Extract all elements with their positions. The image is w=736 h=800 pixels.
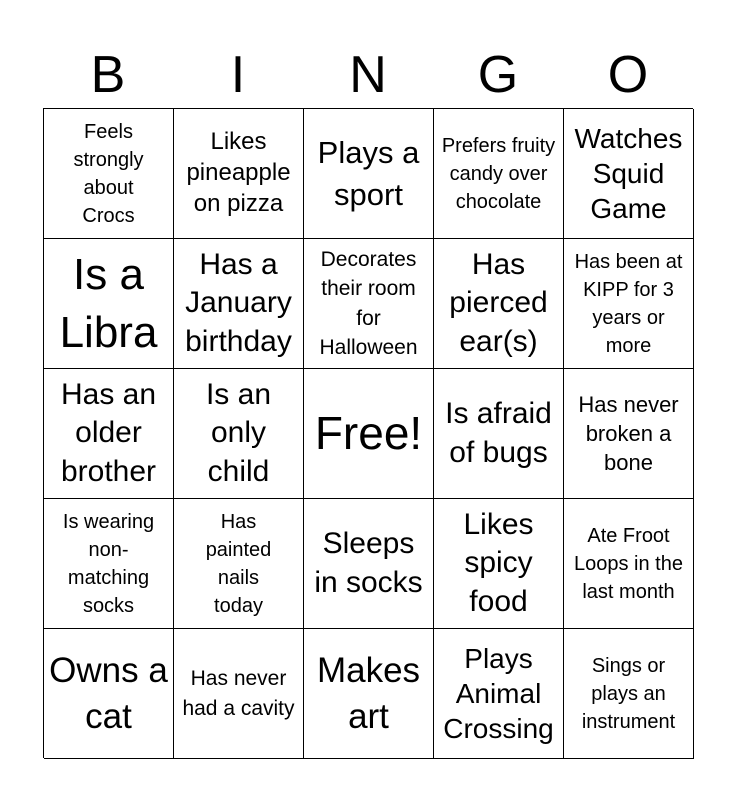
bingo-cell[interactable]: [564, 239, 694, 369]
cell-text: Plays a sport: [317, 134, 420, 212]
cell-text: Plays Animal Crossing: [443, 643, 554, 744]
cell-text: Is an only child: [205, 378, 272, 488]
bingo-cell[interactable]: [564, 109, 694, 239]
cell-text: Sleeps in socks: [314, 527, 423, 599]
bingo-cell[interactable]: [174, 629, 304, 759]
bingo-cell[interactable]: [434, 499, 564, 629]
header-letter-i: I: [230, 46, 246, 104]
bingo-cell[interactable]: [174, 239, 304, 369]
cell-text: Likes pineapple on pizza: [186, 128, 291, 217]
bingo-cell[interactable]: [564, 369, 694, 499]
bingo-cell[interactable]: [304, 369, 434, 499]
bingo-cell[interactable]: [174, 499, 304, 629]
cell-text: Has a January birthday: [185, 248, 292, 358]
cell-text: Owns a cat: [49, 650, 168, 736]
cell-text: Feels strongly about Crocs: [73, 120, 144, 227]
bingo-cell[interactable]: [174, 369, 304, 499]
free-space: Free!: [314, 407, 423, 460]
bingo-cell[interactable]: [44, 239, 174, 369]
cell-text: Has an older brother: [60, 378, 157, 488]
bingo-cell[interactable]: [44, 109, 174, 239]
cell-text: Has pierced ear(s): [449, 248, 548, 358]
cell-text: Has painted nails today: [205, 510, 272, 617]
bingo-cell[interactable]: [434, 369, 564, 499]
cell-text: Decorates their room for Halloween: [319, 247, 418, 359]
cell-text: Watches Squid Game: [574, 123, 683, 224]
bingo-cell[interactable]: [434, 239, 564, 369]
bingo-cell[interactable]: [564, 499, 694, 629]
bingo-header: [43, 44, 693, 106]
bingo-cell[interactable]: [304, 239, 434, 369]
cell-text: Sings or plays an instrument: [581, 654, 676, 733]
header-letter-n: N: [349, 46, 387, 104]
bingo-cell[interactable]: [44, 369, 174, 499]
bingo-cell[interactable]: [304, 629, 434, 759]
header-letter-g: G: [477, 46, 519, 104]
bingo-cell[interactable]: [44, 499, 174, 629]
bingo-cell[interactable]: [304, 499, 434, 629]
cell-text: Likes spicy food: [463, 508, 534, 618]
cell-text: Is a Libra: [59, 250, 158, 357]
bingo-board: [43, 108, 693, 758]
bingo-cell[interactable]: [44, 629, 174, 759]
cell-text: Has never broken a bone: [578, 391, 679, 476]
bingo-cell[interactable]: [434, 109, 564, 239]
cell-text: Has never had a cavity: [182, 667, 295, 720]
header-letter-b: B: [90, 46, 126, 104]
cell-text: Is afraid of bugs: [445, 397, 552, 469]
cell-text: Is wearing non-matching socks: [62, 510, 155, 617]
bingo-cell[interactable]: [304, 109, 434, 239]
header-letter-o: O: [607, 46, 649, 104]
bingo-cell[interactable]: [434, 629, 564, 759]
cell-text: Has been at KIPP for 3 years or more: [574, 250, 683, 357]
bingo-cell[interactable]: [564, 629, 694, 759]
cell-text: Ate Froot Loops in the last month: [574, 524, 683, 603]
cell-text: Makes art: [316, 650, 421, 736]
cell-text: Prefers fruity candy over chocolate: [441, 134, 556, 213]
bingo-cell[interactable]: [174, 109, 304, 239]
